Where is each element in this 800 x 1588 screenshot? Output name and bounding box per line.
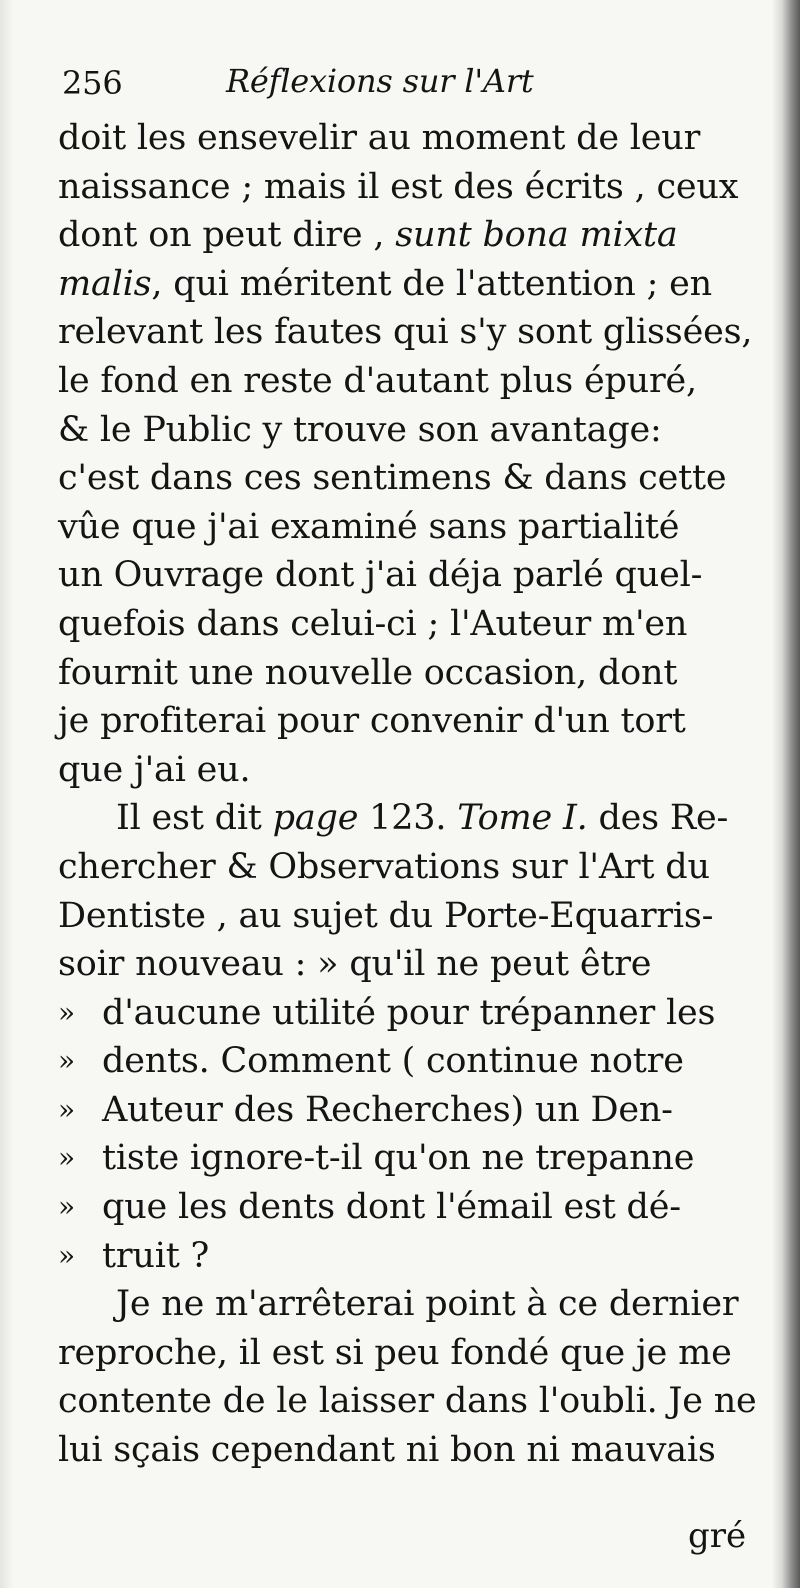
text-line <box>58 454 738 503</box>
line-text: un Ouvrage dont j'ai déja parlé quel- <box>58 555 703 596</box>
page-binding-edge <box>772 0 800 1588</box>
text-line <box>58 600 738 649</box>
line-text: quefois dans celui-ci ; l'Auteur m'en <box>58 603 688 644</box>
text-line <box>58 1329 738 1378</box>
quoted-line <box>58 1086 738 1135</box>
quoted-line <box>58 1232 738 1281</box>
text-line <box>58 260 738 309</box>
text-line <box>58 1426 738 1475</box>
quote-mark: » <box>58 1190 75 1224</box>
quote-mark: » <box>58 1238 75 1272</box>
line-text: Dentiste , au sujet du Porte-Equarris- <box>58 895 714 936</box>
line-text: & le Public y trouve son avantage: <box>58 409 662 450</box>
running-title: Réflexions sur l'Art <box>226 62 534 100</box>
catchword: gré <box>688 1516 747 1556</box>
text-line <box>58 649 738 698</box>
text-line <box>58 211 738 260</box>
line-text: chercher & Observations sur l'Art du <box>58 846 710 887</box>
line-text: Il est dit <box>116 798 262 839</box>
page-reference-number: 123. <box>369 798 447 839</box>
quote-mark: » <box>58 1092 75 1126</box>
line-text: vûe que j'ai examiné sans partialité <box>58 506 680 547</box>
text-line <box>58 114 738 163</box>
text-line <box>58 503 738 552</box>
text-line <box>58 746 738 795</box>
line-text: reproche, il est si peu fondé que je me <box>58 1332 732 1373</box>
line-text: fournit une nouvelle occasion, dont <box>58 652 678 693</box>
quote-mark: » <box>58 995 75 1029</box>
quoted-line <box>58 1037 738 1086</box>
line-text: dont on peut dire , <box>58 215 385 256</box>
text-line <box>58 843 738 892</box>
quote-mark: » <box>58 1044 75 1078</box>
quoted-line <box>58 1183 738 1232</box>
line-text: le fond en reste d'autant plus épuré, <box>58 360 697 401</box>
line-text: Je ne m'arrêterai point à ce dernier <box>116 1284 739 1325</box>
page-gutter-shadow <box>0 0 14 1588</box>
line-text: je profiterai pour convenir d'un tort <box>58 701 686 742</box>
text-line <box>58 892 738 941</box>
line-text: des Re- <box>598 798 729 839</box>
line-text: contente de le laisser dans l'oubli. Je ne <box>58 1381 757 1422</box>
italic-latin-phrase-end: malis <box>58 263 152 304</box>
page-header <box>58 62 738 114</box>
line-text: que j'ai eu. <box>58 749 251 790</box>
line-text: , qui méritent de l'attention ; en <box>151 263 712 304</box>
text-line <box>58 406 738 455</box>
text-line <box>58 551 738 600</box>
quoted-line <box>58 1134 738 1183</box>
text-line <box>58 357 738 406</box>
italic-reference: Tome I. <box>457 798 588 839</box>
line-text: Auteur des Recherches) un Den- <box>102 1089 673 1130</box>
line-text: truit ? <box>102 1235 210 1276</box>
italic-latin-phrase: sunt bona mixta <box>395 215 678 256</box>
line-text: doit les ensevelir au moment de leur <box>58 118 701 158</box>
line-text: naissance ; mais il est des écrits , ceux <box>58 166 739 207</box>
text-line <box>58 1377 757 1426</box>
line-text: tiste ignore-t-il qu'on ne trepanne <box>102 1138 695 1179</box>
quote-mark: » <box>58 1141 75 1175</box>
line-text: relevant les fautes qui s'y sont glissées, <box>58 312 753 353</box>
italic-reference: page <box>272 798 359 839</box>
paragraph-start-line <box>58 1280 738 1329</box>
quoted-line <box>58 989 738 1038</box>
text-line <box>58 163 738 212</box>
text-line <box>58 940 738 989</box>
text-line <box>58 697 738 746</box>
line-text: lui sçais cependant ni bon ni mauvais <box>58 1430 716 1471</box>
line-text: c'est dans ces sentimens & dans cette <box>58 458 727 499</box>
line-text: dents. Comment ( continue notre <box>102 1041 684 1082</box>
line-text: que les dents dont l'émail est dé- <box>102 1187 681 1228</box>
paragraph-start-line <box>58 794 738 843</box>
line-text: soir nouveau : » qu'il ne peut être <box>58 944 652 985</box>
page-number: 256 <box>62 64 123 102</box>
text-line <box>58 308 753 357</box>
line-text: d'aucune utilité pour trépanner les <box>102 992 716 1033</box>
page-text-block <box>58 62 757 1475</box>
